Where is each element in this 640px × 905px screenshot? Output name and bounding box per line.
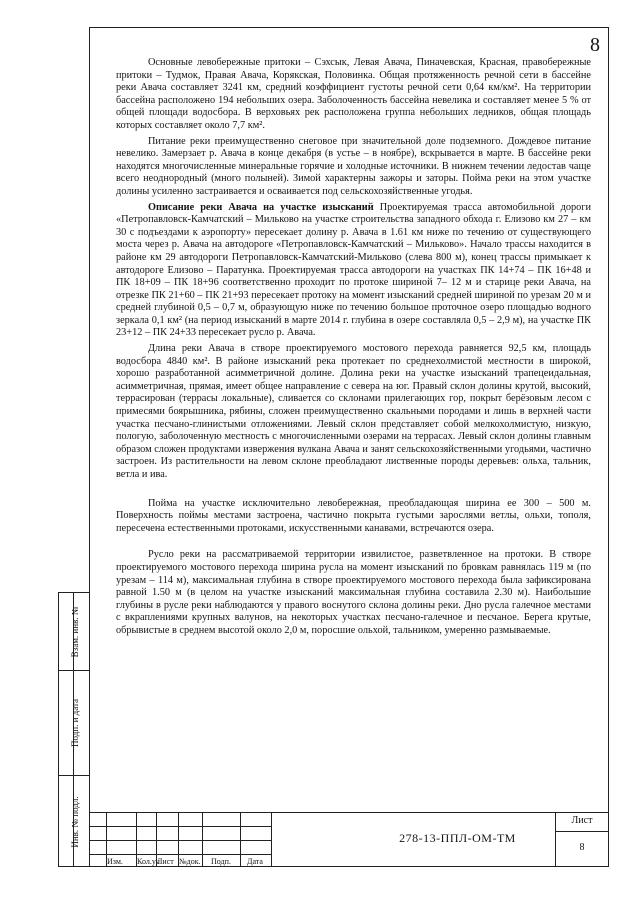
tb-col-date: Дата <box>247 857 263 866</box>
tb-col-signature: Подп. <box>211 857 231 866</box>
tb-col-qty: Кол.уч <box>137 857 160 866</box>
paragraph-tributaries: Основные левобережные притоки – Сэхсык, Левая Авача, Пиначевская, Красная, правобережные притоки – Тудмок, Правая Авача, Корякская, Половинка. Общая протяженность речной сети в бассейне реки Авача составляет 3241 км, средний коэффициент густоты речной сети 0,64 км/км². На территории бассейна расположено 194 небольших озера. Заболоченность бассейна невелика и составляет менее 5 % от общей площади водосбора. В верховьях рек расположена группа небольших ледников, общая площадь которых составляет около 7,7 км². <box>116 57 591 131</box>
side-stamp-label: Инв. № подл. <box>69 796 80 848</box>
paragraph-riverbed: Русло реки на рассматриваемой территории извилистое, разветвленное на протоки. В створе проектируемого мостового перехода ширина русла на момент изысканий по бровкам равнялась 119 м (по урезам – 114 м), максимальная глубина в створе проектируемого мостового перехода была зафиксирована равной 1.50 м (в целом на участке изысканий максимальная глубина составила 2.30 м). Наибольшие глубины в русле реки наблюдаются у правого воснутого склона долины реки. Дно русла галечное местами с вкраплениями крупных валунов, на некоторых участках песчано-галечное и песчаное. Берега крутые, обрывистые в среднем высотой около 2,0 м, поросшие ольхой, тальником, умеренно размываемые. <box>116 549 591 636</box>
tb-row-line <box>89 826 271 827</box>
sheet-number: 8 <box>579 842 585 853</box>
paragraph-river-valley: Длина реки Авача в створе проектируемого мостового перехода равняется 92,5 км, площадь водосбора 4840 км². В районе изысканий река протекает по среднехолмистой местности в широкой, хорошо разработанной асимметричной долине. Долина реки на участке изысканий трапецеидальная, асимметричная, прямая, имеет общее направление с севера на юг. Правый склон долины крутой, высокий, террасирован (террасы локальные), сливается со склонами прилегающих гор, покрыт берёзовым лесом с примесями боярышника, рябины, сложен преимущественно скальными породами и лишь в верхней части участка песчано-глинистыми отложениями. Левый склон представляет собой мелкохолмистую, низкую, пологую, заболоченную местность с многочисленными озерами на террасах. Левый склон долины главным образом сложен продуктами извержения вулкана Авача и занят сельскохозяйственными угодьями, частично застроен. Из растительности на левом склоне преобладают лиственные породы деревьев: ольха, тальник, ветла и ива. <box>116 343 591 480</box>
side-stamp-cell-inventory <box>59 776 90 868</box>
paragraph-floodplain: Пойма на участке исключительно левобережная, преобладающая ширина ее 300 – 500 м. Поверхность поймы местами застроена, частично покрыта густыми зарослями ветлы, ольхи, тополя, пересечена естественными протоками, искусственными канавами, встречаются озера. <box>116 497 591 534</box>
tb-row-line <box>89 854 271 855</box>
section-heading: Описание реки Авача на участке изысканий <box>148 201 374 213</box>
side-stamp-cell-replacement <box>59 593 90 671</box>
side-stamp-cell-signature-date <box>59 671 90 776</box>
side-stamp <box>58 592 89 867</box>
page-corner-number: 8 <box>590 34 600 56</box>
tb-col-change: Изм. <box>107 857 123 866</box>
tb-row-line <box>89 840 271 841</box>
document-code: 278-13-ППЛ-ОМ-ТМ <box>399 831 516 845</box>
side-stamp-label: Взам. инв. № <box>69 606 80 657</box>
title-block <box>89 812 609 867</box>
tb-col-docnum: №док. <box>179 857 201 866</box>
section-text: Проектируемая трасса автомобильной дороги «Петропавловск-Камчатский – Мильково на участке строительства западного обхода г. Елизово км 27 – км 30 с подъездами к аэропорту» пересекает долину р. Авача в 1.61 км ниже по течению от существующего моста через р. Авача на автодороге «Петропавловск-Камчатский – Мильково». Начало трассы находится в районе км 29 автодороги Петропавловск-Камчатский-Мильково (слева 800 м), конец трассы примыкает к автодороге Елизово – Паратунка. Проектируемая трасса автодороги на участках ПК 14+74 – ПК 16+48 и ПК 18+09 – ПК 18+96 соответственно проходит по протоке шириной 7– 12 м и старице реки Авача, на отрезке ПК 21+60 – ПК 21+93 пересекает протоку на момент изысканий средней шириной по урезам 20 м и средней глубиной 0,5 – 0,7 м, образующую ниже по течению большое проточное озеро площадью водного зеркала 0,1 км² (на период изысканий в марте 2014 г. глубина в озере составляла 0,5 – 2,9 м), на участке ПК 23+12 – ПК 24+33 пересекает русло р. Авача. <box>116 201 591 339</box>
sheet-label: Лист <box>571 815 593 826</box>
tb-col-line <box>271 813 272 867</box>
tb-col-sheet: Лист <box>157 857 174 866</box>
tb-row-line <box>555 831 609 832</box>
paragraph-survey-section <box>116 202 591 341</box>
document-body <box>116 57 591 817</box>
paragraph-river-feeding: Питание реки преимущественно снеговое при значительной доле подземного. Дождевое питание невелико. Замерзает р. Авача в конце декабря (в устье – в ноябре), вскрывается в марте. В бассейне реки находятся многочисленные минеральные горячие и холодные источники. В нижнем течении ледостав чаще всего неоднородный (много полыней). Зимой характерны зажоры и заторы. Пойма реки на этом участке долины усиленно застраивается и осваивается под сельскохозяйственные угодья. <box>116 135 591 197</box>
side-stamp-label: Подп. и дата <box>69 698 80 748</box>
